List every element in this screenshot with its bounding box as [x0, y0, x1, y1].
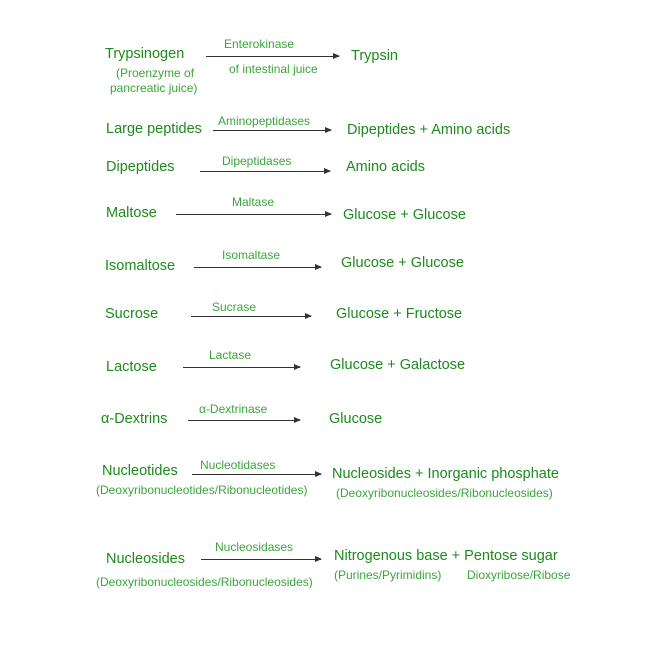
reaction-arrow — [213, 130, 331, 131]
enzyme-isomaltase: Isomaltase — [222, 248, 281, 262]
product-dipeptides-amino-acids: Dipeptides + Amino acids — [347, 122, 511, 138]
product-amino-acids: Amino acids — [346, 159, 425, 175]
substrate-lactose: Lactose — [106, 359, 157, 375]
enzyme-alpha-dextrinase: α-Dextrinase — [199, 402, 268, 416]
enzyme-aminopeptidases: Aminopeptidases — [218, 114, 311, 128]
substrate-nucleosides: Nucleosides — [106, 551, 185, 567]
substrate-nucleotides: Nucleotides — [102, 463, 178, 479]
substrate-maltose: Maltose — [106, 205, 157, 221]
substrate-note-line-2: pancreatic juice) — [110, 81, 198, 95]
substrate-note-line-1: (Proenzyme of — [116, 66, 195, 80]
substrate-note: (Deoxyribonucleotides/Ribonucleotides) — [96, 483, 308, 497]
product-glucose-galactose: Glucose + Galactose — [330, 357, 466, 373]
enzyme-note: of intestinal juice — [229, 62, 318, 76]
enzyme-nucleotidases: Nucleotidases — [200, 458, 276, 472]
reaction-arrow — [176, 214, 331, 215]
enzyme-sucrase: Sucrase — [212, 300, 257, 314]
reaction-arrow — [191, 316, 311, 317]
product-note-purines: (Purines/Pyrimidins) — [334, 568, 442, 582]
reaction-arrow — [188, 420, 300, 421]
product-glucose-fructose: Glucose + Fructose — [336, 306, 463, 322]
product-glucose-glucose: Glucose + Glucose — [343, 207, 466, 223]
reaction-arrow — [201, 559, 321, 560]
reaction-arrow — [183, 367, 300, 368]
enzyme-maltase: Maltase — [232, 195, 275, 209]
product-note: (Deoxyribonucleosides/Ribonucleosides) — [336, 486, 553, 500]
enzyme-lactase: Lactase — [209, 348, 252, 362]
reaction-arrow — [206, 56, 339, 57]
substrate-note: (Deoxyribonucleosides/Ribonucleosides) — [96, 575, 313, 589]
product-glucose-glucose: Glucose + Glucose — [341, 255, 464, 271]
product-note-sugar: Dioxyribose/Ribose — [467, 568, 571, 582]
enzyme-enterokinase: Enterokinase — [224, 37, 295, 51]
substrate-isomaltose: Isomaltose — [105, 258, 176, 274]
enzyme-dipeptidases: Dipeptidases — [222, 154, 292, 168]
reaction-arrow — [192, 474, 321, 475]
product-nucleosides-inorganic-phosphate: Nucleosides + Inorganic phosphate — [332, 466, 559, 482]
substrate-dipeptides: Dipeptides — [106, 159, 175, 175]
product-nitrogenous-base-pentose-sugar: Nitrogenous base + Pentose sugar — [334, 548, 558, 564]
substrate-alpha-dextrins: α-Dextrins — [101, 411, 168, 427]
product-trypsin: Trypsin — [351, 48, 398, 64]
enzyme-nucleosidases: Nucleosidases — [215, 540, 294, 554]
reaction-arrow — [200, 171, 330, 172]
product-glucose: Glucose — [329, 411, 383, 427]
substrate-trypsinogen: Trypsinogen — [105, 46, 185, 62]
substrate-large-peptides: Large peptides — [106, 121, 202, 137]
reaction-arrow — [194, 267, 321, 268]
substrate-sucrose: Sucrose — [105, 306, 159, 322]
